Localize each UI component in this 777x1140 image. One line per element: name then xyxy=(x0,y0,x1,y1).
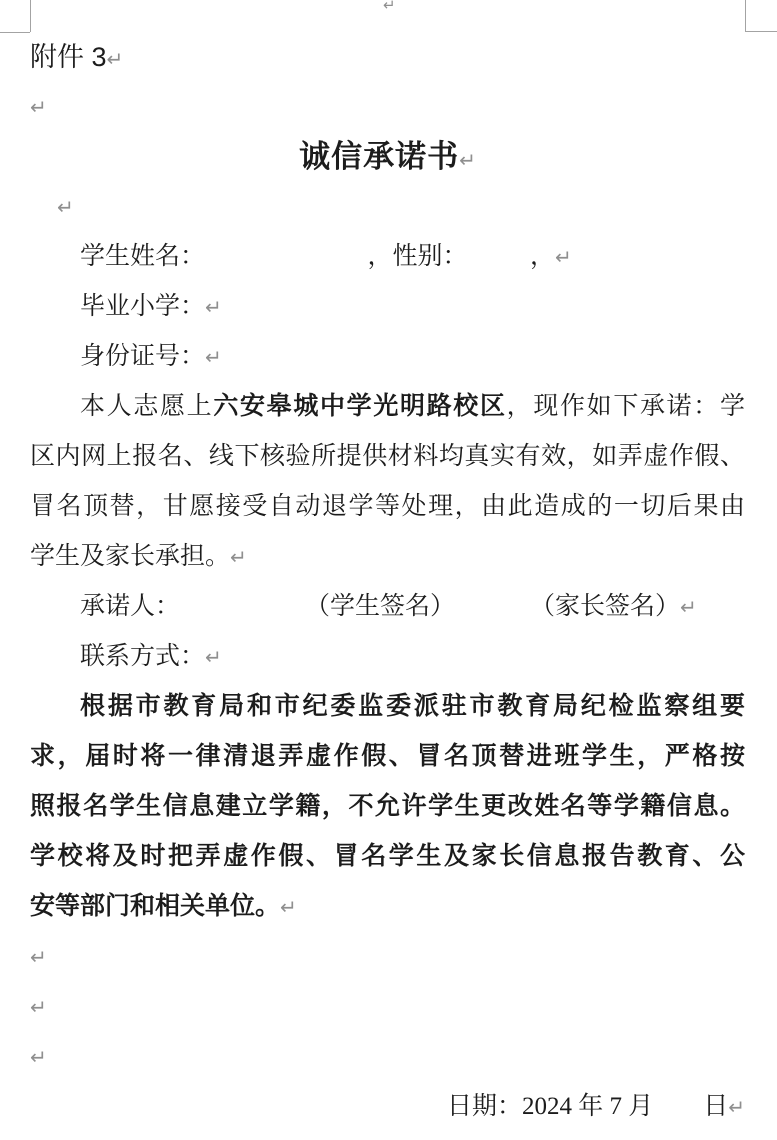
notice-paragraph-line xyxy=(30,682,745,732)
pledge-paragraph-line xyxy=(30,432,745,482)
contact-line xyxy=(30,632,745,682)
crop-mark-line xyxy=(745,31,777,32)
paragraph-mark-icon: ↵ xyxy=(30,1045,47,1069)
contact-field: 联系方式： xyxy=(80,643,206,670)
paragraph-mark-icon: ↵ xyxy=(205,345,222,369)
paragraph-mark-icon: ↵ xyxy=(205,645,222,669)
notice-text: 照报名学生信息建立学籍，不允许学生更改姓名等学籍信息。 xyxy=(30,793,745,820)
id-number-line xyxy=(30,332,745,382)
paragraph-mark-icon: ↵ xyxy=(728,1095,745,1119)
promiser-field: 承诺人： （学生签名） （家长签名） xyxy=(80,593,681,620)
school-name-text: 六安皋城中学光明路校区 xyxy=(213,393,507,420)
blank-paragraph-line xyxy=(30,932,745,982)
primary-school-line xyxy=(30,282,745,332)
pledge-text: 本人志愿上 xyxy=(80,393,214,420)
paragraph-mark-icon: ↵ xyxy=(205,295,222,319)
crop-mark-line xyxy=(30,0,31,32)
notice-text: 安等部门和相关单位。 xyxy=(30,893,281,920)
crop-mark-line xyxy=(745,0,746,31)
crop-mark-line xyxy=(0,32,30,33)
blank-paragraph-line xyxy=(30,982,745,1032)
blank-paragraph-line xyxy=(30,1032,745,1082)
notice-paragraph-line xyxy=(30,732,745,782)
pledge-text: ，现作如下承诺：学 xyxy=(506,393,745,420)
pledge-text: 学生及家长承担。 xyxy=(30,543,231,570)
paragraph-mark-icon: ↵ xyxy=(230,545,247,569)
paragraph-mark-icon: ↵ xyxy=(555,245,572,269)
primary-school-field: 毕业小学： xyxy=(80,293,206,320)
pledge-text: 区内网上报名、线下核验所提供材料均真实有效，如弄虚作假、 xyxy=(30,443,745,470)
student-name-field: 学生姓名： ，性别： ， xyxy=(80,243,556,270)
paragraph-mark-icon: ↵ xyxy=(680,595,697,619)
pledge-text: 冒名顶替，甘愿接受自动退学等处理，由此造成的一切后果由 xyxy=(30,493,745,520)
notice-text: 求，届时将一律清退弄虚作假、冒名顶替进班学生，严格按 xyxy=(30,743,745,770)
paragraph-mark-icon: ↵ xyxy=(280,895,297,919)
header-paragraph-mark-icon: ↵ xyxy=(383,0,396,14)
attachment-label-line xyxy=(30,32,745,82)
id-number-field: 身份证号： xyxy=(80,343,206,370)
pledge-paragraph-line xyxy=(30,382,745,432)
notice-paragraph-line xyxy=(30,882,745,932)
notice-text: 根据市教育局和市纪委监委派驻市教育局纪检监察组要 xyxy=(80,693,745,720)
notice-text: 学校将及时把弄虚作假、冒名学生及家长信息报告教育、公 xyxy=(30,843,745,870)
promiser-signature-line xyxy=(30,582,745,632)
pledge-paragraph-line xyxy=(30,482,745,532)
attachment-label: 附件 3 xyxy=(30,42,107,72)
document-body xyxy=(30,32,745,1132)
page-title-line xyxy=(30,132,745,182)
paragraph-mark-icon: ↵ xyxy=(106,47,124,71)
blank-paragraph-line xyxy=(30,82,745,132)
blank-paragraph-line xyxy=(30,182,745,232)
paragraph-mark-icon: ↵ xyxy=(57,195,74,219)
date-field: 日期：2024 年 7 月 日 xyxy=(446,1093,729,1120)
pledge-paragraph-line xyxy=(30,532,745,582)
notice-paragraph-line xyxy=(30,782,745,832)
paragraph-mark-icon: ↵ xyxy=(30,945,47,969)
student-name-line xyxy=(30,232,745,282)
page-title: 诚信承诺书 xyxy=(299,139,460,174)
paragraph-mark-icon: ↵ xyxy=(30,95,47,119)
date-line xyxy=(30,1082,745,1132)
paragraph-mark-icon: ↵ xyxy=(30,995,47,1019)
paragraph-mark-icon: ↵ xyxy=(459,148,476,172)
notice-paragraph-line xyxy=(30,832,745,882)
